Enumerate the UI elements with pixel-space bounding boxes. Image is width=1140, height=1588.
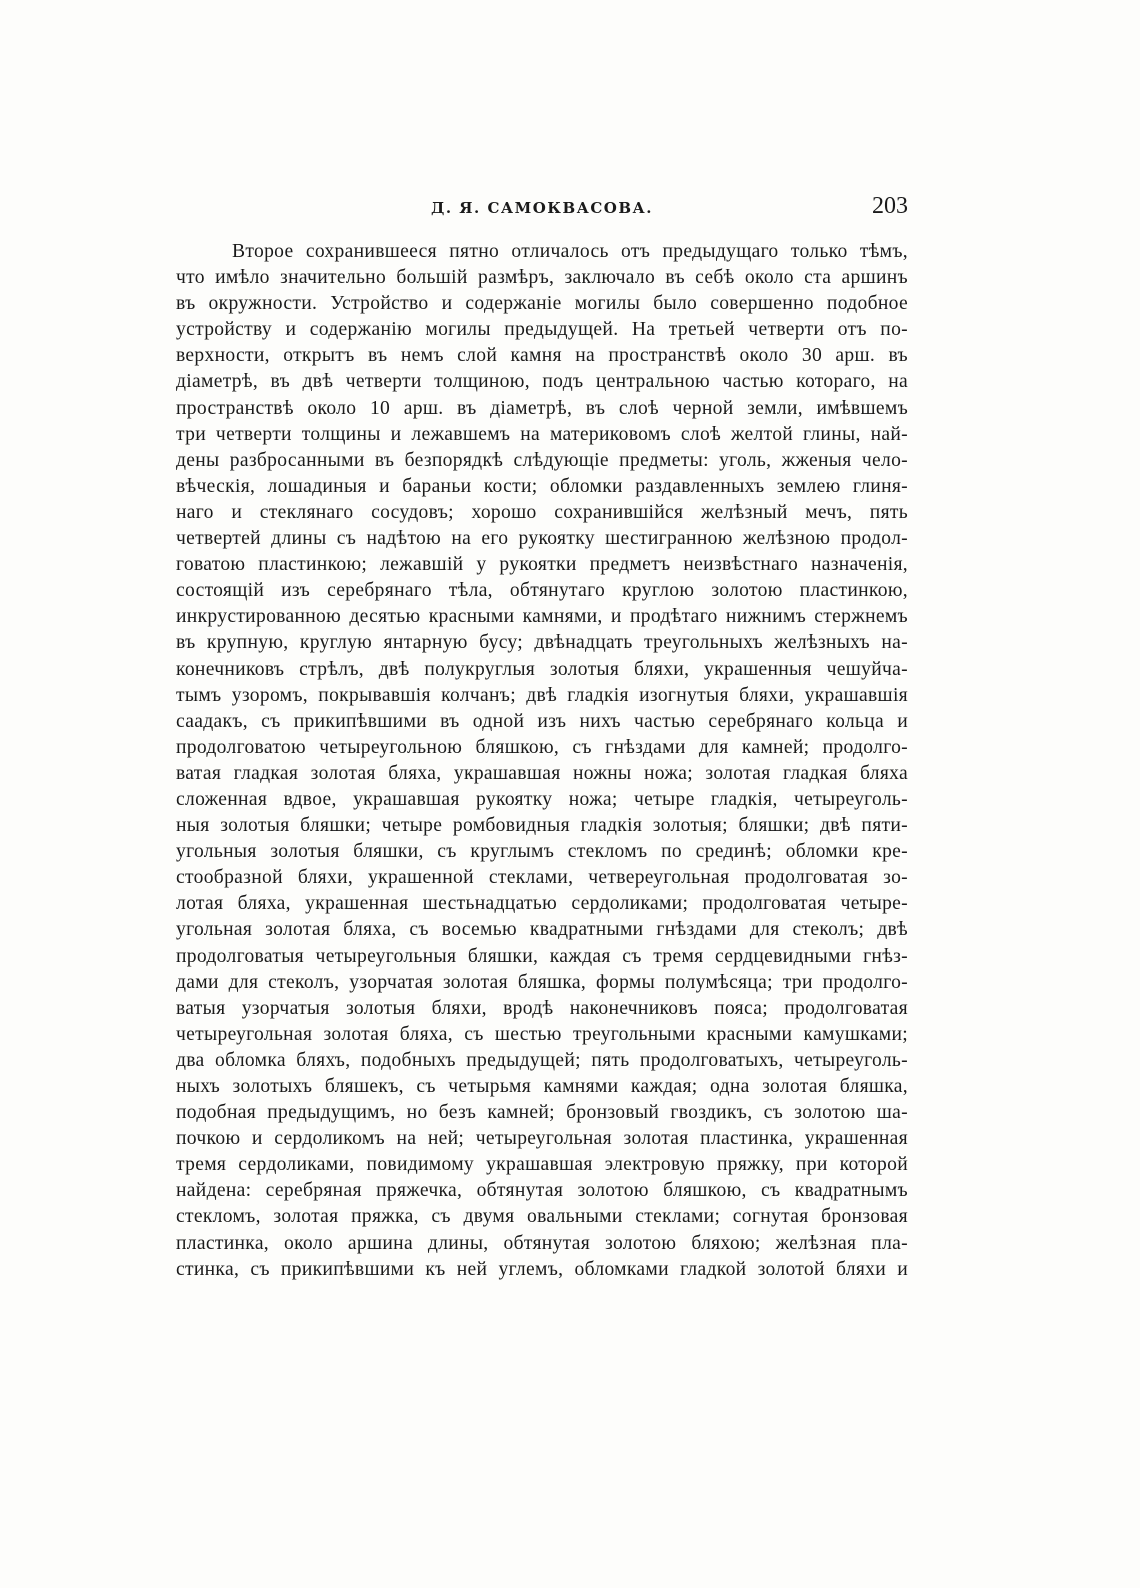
text-line: стинка, съ прикипѣвшими къ ней углемъ, обломками гладкой золотой бляхи и xyxy=(176,1258,908,1280)
running-head: Д. Я. САМОКВАСОВА. xyxy=(431,199,653,217)
text-line: ныхъ золотыхъ бляшекъ, съ четырьмя камнями каждая; одна золотая бляшка, xyxy=(176,1076,908,1097)
text-line: четыреугольная золотая бляха, съ шестью треугольными красными камушками; xyxy=(176,1023,908,1045)
text-line: ватыя узорчатыя золотыя бляхи, вродѣ наконечниковъ пояса; продолговатая xyxy=(176,997,908,1019)
text-line: сложенная вдвое, украшавшая рукоятку ножа; четыре гладкія, четыреуголь- xyxy=(176,788,908,810)
text-line: стекломъ, золотая пряжка, съ двумя овальными стеклами; согнутая бронзовая xyxy=(176,1206,908,1228)
text-line: ныя золотыя бляшки; четыре ромбовидныя гладкія золотыя; бляшки; двѣ пяти- xyxy=(176,815,908,837)
text-line: наго и стеклянаго сосудовъ; хорошо сохранившійся желѣзный мечъ, пять xyxy=(176,501,908,523)
text-line: состоящій изъ серебрянаго тѣла, обтянутаго круглою золотою пластинкою, xyxy=(176,580,908,602)
text-line: діаметрѣ, въ двѣ четверти толщиною, подъ центральною частью котораго, на xyxy=(176,371,908,393)
text-line: найдена: серебряная пряжечка, обтянутая золотою бляшкою, съ квадратнымъ xyxy=(176,1180,908,1202)
text-line: тымъ узоромъ, покрывавшія колчанъ; двѣ гладкія изогнутыя бляхи, украшавшія xyxy=(176,684,908,706)
text-line: почкою и сердоликомъ на ней; четыреугольная золотая пластинка, украшенная xyxy=(176,1128,908,1150)
text-line: лотая бляха, украшенная шестьнадцатью сердоликами; продолговатая четыре- xyxy=(176,893,908,915)
text-line: говатою пластинкою; лежавшій у рукоятки предметъ неизвѣстнаго назначенія, xyxy=(176,554,908,576)
text-line: ватая гладкая золотая бляха, украшавшая ножны ножа; золотая гладкая бляха xyxy=(176,762,908,784)
body-text xyxy=(176,239,908,1283)
text-line: что имѣло значительно большій размѣръ, заключало въ себѣ около ста аршинъ xyxy=(176,267,908,289)
text-line: верхности, открытъ въ немъ слой камня на пространствѣ около 30 арш. въ xyxy=(176,345,908,367)
text-line: три четверти толщины и лежавшемъ на материковомъ слоѣ желтой глины, най- xyxy=(176,423,908,445)
text-line: четвертей длины съ надѣтою на его рукоятку шестигранною желѣзною продол- xyxy=(176,528,908,550)
text-line: пластинка, около аршина длины, обтянутая золотою бляхою; желѣзная пла- xyxy=(176,1232,908,1254)
page-number: 203 xyxy=(872,193,908,219)
text-line: инкрустированною десятью красными камнями, и продѣтаго нижнимъ стержнемъ xyxy=(176,606,908,628)
text-line: стообразной бляхи, украшенной стеклами, четвереугольная продолговатая зо- xyxy=(176,867,908,889)
text-line: конечниковъ стрѣлъ, двѣ полукруглыя золотыя бляхи, украшенныя чешуйча- xyxy=(176,658,908,680)
text-line: продолговатыя четыреугольныя бляшки, каждая съ тремя сердцевидными гнѣз- xyxy=(176,945,908,967)
text-line: тремя сердоликами, повидимому украшавшая электровую пряжку, при которой xyxy=(176,1154,908,1176)
text-line: въ окружности. Устройство и содержаніе могилы было совершенно подобное xyxy=(176,293,908,315)
text-line: угольная золотая бляха, съ восемью квадратными гнѣздами для стеколъ; двѣ xyxy=(176,919,908,941)
text-line: пространствѣ около 10 арш. въ діаметрѣ, въ слоѣ черной земли, имѣвшемъ xyxy=(176,397,908,419)
page-header xyxy=(176,193,908,223)
text-line: угольныя золотыя бляшки, съ круглымъ стекломъ по срединѣ; обломки кре- xyxy=(176,841,908,863)
text-line: продолговатою четыреугольною бляшкою, съ гнѣздами для камней; продолго- xyxy=(176,736,908,758)
text-line: устройству и содержанію могилы предыдущей. На третьей четверти отъ по- xyxy=(176,319,908,341)
text-line: подобная предыдущимъ, но безъ камней; бронзовый гвоздикъ, съ золотою ша- xyxy=(176,1102,908,1124)
text-line: дами для стеколъ, узорчатая золотая бляшка, формы полумѣсяца; три продолго- xyxy=(176,971,908,993)
text-line: въ крупную, круглую янтарную бусу; двѣнадцать треугольныхъ желѣзныхъ на- xyxy=(176,632,908,654)
text-line: дены разбросанными въ безпорядкѣ слѣдующіе предметы: уголь, жженыя чело- xyxy=(176,449,908,471)
text-line: Второе сохранившееся пятно отличалось отъ предыдущаго только тѣмъ, xyxy=(232,241,908,262)
text-line: вѣческія, лошадиныя и бараньи кости; обломки раздавленныхъ землею глиня- xyxy=(176,475,908,497)
text-line: два обломка бляхъ, подобныхъ предыдущей; пять продолговатыхъ, четыреуголь- xyxy=(176,1049,908,1071)
text-line: саадакъ, съ прикипѣвшими въ одной изъ нихъ частью серебрянаго кольца и xyxy=(176,710,908,732)
